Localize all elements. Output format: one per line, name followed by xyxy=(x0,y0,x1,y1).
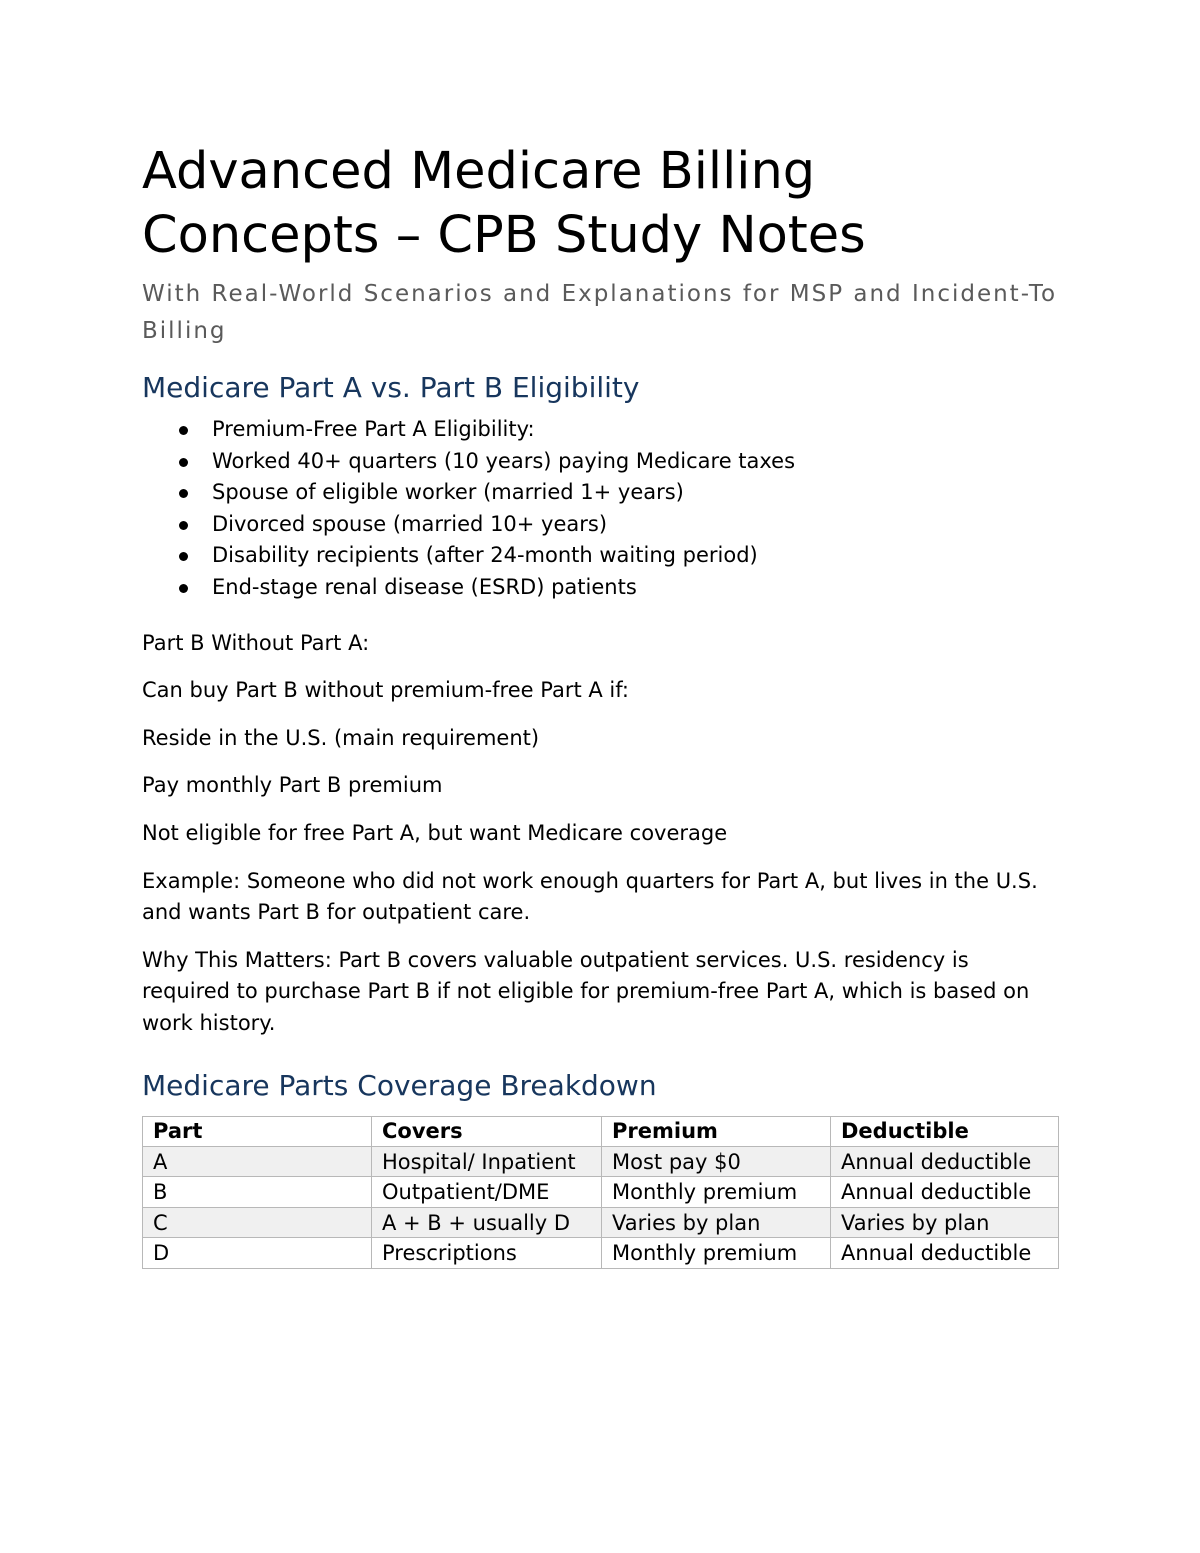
list-item xyxy=(212,572,1058,604)
table-cell: Prescriptions xyxy=(372,1238,602,1269)
table-cell: D xyxy=(143,1238,372,1269)
paragraph-part-b-without-a: Part B Without Part A: xyxy=(142,630,370,655)
bullet-icon xyxy=(179,521,188,530)
list-item-text: Premium-Free Part A Eligibility: xyxy=(212,417,535,441)
table-cell: C xyxy=(143,1207,372,1238)
paragraph-not-eligible: Not eligible for free Part A, but want Medicare coverage xyxy=(142,820,728,845)
list-item-text: Divorced spouse (married 10+ years) xyxy=(212,511,608,536)
column-header-premium: Premium xyxy=(602,1116,831,1146)
bullet-icon xyxy=(179,584,188,593)
table-cell: Outpatient/DME xyxy=(372,1177,602,1208)
column-header-part: Part xyxy=(143,1116,372,1146)
table-cell: Most pay $0 xyxy=(602,1146,831,1177)
table-cell: Monthly premium xyxy=(602,1177,831,1208)
bullet-icon xyxy=(179,552,188,561)
paragraph-can-buy: Can buy Part B without premium-free Part A if: xyxy=(142,678,629,703)
table-cell: Monthly premium xyxy=(602,1238,831,1269)
list-item-text: Worked 40+ quarters (10 years) paying Medicare taxes xyxy=(212,448,796,473)
list-item-text: Disability recipients (after 24-month waiting period) xyxy=(212,543,758,568)
section-heading-eligibility: Medicare Part A vs. Part B Eligibility xyxy=(142,371,640,404)
table-row xyxy=(143,1207,1059,1238)
list-item-text: Spouse of eligible worker (married 1+ years) xyxy=(212,480,684,505)
bullet-icon xyxy=(179,458,188,467)
table-cell: Hospital/ Inpatient xyxy=(372,1146,602,1177)
list-item-text: End-stage renal disease (ESRD) patients xyxy=(212,574,637,599)
table-cell: Varies by plan xyxy=(831,1207,1059,1238)
column-header-deductible: Deductible xyxy=(831,1116,1059,1146)
document-page xyxy=(142,140,1058,1269)
table-header-row xyxy=(143,1116,1059,1146)
coverage-table xyxy=(142,1116,1059,1269)
list-item xyxy=(212,477,1058,509)
table-cell: Annual deductible xyxy=(831,1238,1059,1269)
table-cell: B xyxy=(143,1177,372,1208)
eligibility-bullet-list xyxy=(142,414,1058,604)
section-heading-coverage: Medicare Parts Coverage Breakdown xyxy=(142,1068,657,1102)
table-cell: Annual deductible xyxy=(831,1177,1059,1208)
bullet-icon xyxy=(179,489,188,498)
table-cell: A + B + usually D xyxy=(372,1207,602,1238)
bullet-icon xyxy=(179,426,188,435)
list-item xyxy=(212,446,1058,478)
table-row xyxy=(143,1146,1059,1177)
table-row xyxy=(143,1177,1059,1208)
paragraph-reside: Reside in the U.S. (main requirement) xyxy=(142,725,540,750)
document-title: Advanced Medicare Billing Concepts – CPB Study Notes xyxy=(142,142,866,265)
paragraph-pay-premium: Pay monthly Part B premium xyxy=(142,773,443,798)
list-item xyxy=(212,540,1058,572)
document-subtitle: With Real-World Scenarios and Explanations for MSP and Incident-To Billing xyxy=(142,281,1058,344)
table-row xyxy=(143,1238,1059,1269)
list-item xyxy=(212,509,1058,541)
paragraph-example: Example: Someone who did not work enough quarters for Part A, but lives in the U.S. and wants Part B for outpatient care. xyxy=(142,868,1038,925)
column-header-covers: Covers xyxy=(372,1116,602,1146)
paragraph-why-matters: Why This Matters: Part B covers valuable outpatient services. U.S. residency is required to purchase Part B if not eligible for premium-free Part A, which is based on work history. xyxy=(142,947,1030,1035)
table-cell: Varies by plan xyxy=(602,1207,831,1238)
table-cell: Annual deductible xyxy=(831,1146,1059,1177)
list-item xyxy=(212,414,1058,446)
table-cell: A xyxy=(143,1146,372,1177)
